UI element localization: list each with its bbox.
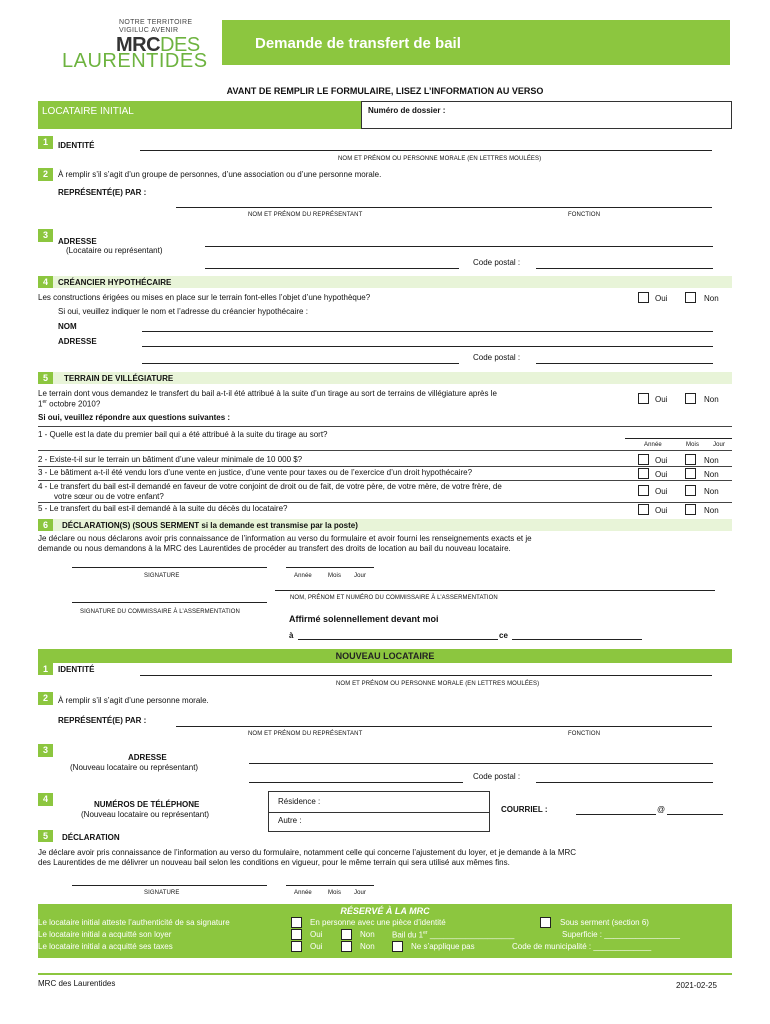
oui-label: Oui <box>655 294 668 303</box>
question-1: 1 - Quelle est la date du premier bail qui a été attribué à la suite du tirage au sort? <box>38 430 328 439</box>
footer-rule <box>38 973 732 975</box>
page-title: Demande de transfert de bail <box>255 35 461 52</box>
adresse-line-1[interactable] <box>205 246 713 247</box>
checkbox-taxes-oui[interactable] <box>291 941 302 952</box>
checkbox-loyer-oui[interactable] <box>291 929 302 940</box>
non-label: Non <box>704 395 719 404</box>
opt-non: Non <box>360 930 375 939</box>
represente-line[interactable] <box>176 207 712 208</box>
nouveau-identite-line[interactable] <box>140 675 712 676</box>
affirme-label: Affirmé solennellement devant moi <box>289 614 439 624</box>
identite-caption: NOM ET PRÉNOM OU PERSONNE MORALE (EN LETTRES MOULÉES) <box>338 156 542 162</box>
checkbox-oui[interactable] <box>638 485 649 496</box>
checkbox-napplique[interactable] <box>392 941 403 952</box>
date-line[interactable] <box>286 567 374 568</box>
opt-oui: Oui <box>310 930 323 939</box>
courriel-line-user[interactable] <box>576 814 656 815</box>
section-number: 1 <box>38 136 53 149</box>
postal-label: Code postal : <box>473 258 521 267</box>
affirme-a-label: à <box>289 631 294 640</box>
postal-label: Code postal : <box>473 353 521 362</box>
opt-sous-serment: Sous serment (section 6) <box>560 918 649 927</box>
commissaire-name-line[interactable] <box>275 590 715 591</box>
courriel-line-domain[interactable] <box>667 814 723 815</box>
affirme-ce-label: ce <box>499 631 508 640</box>
superficie-line[interactable]: _________________ <box>604 930 680 939</box>
opt-non: Non <box>360 942 375 951</box>
telephone-box[interactable] <box>268 791 490 832</box>
code-muni-label: Code de municipalité : _____________ <box>512 942 652 951</box>
question-4-line1: 4 - Le transfert du bail est-il demandé en faveur de votre conjoint de droit ou de fait, de votre père, de votre mère, de votre frère, de <box>38 482 502 491</box>
oui-label: Oui <box>655 487 668 496</box>
mois-caption: Mois <box>686 442 700 448</box>
question-4-line2: votre sœur ou de votre enfant? <box>54 492 164 501</box>
mois-caption: Mois <box>328 573 342 579</box>
checkbox-loyer-non[interactable] <box>341 929 352 940</box>
non-label: Non <box>704 487 719 496</box>
adresse-subtitle: (Locataire ou représentant) <box>66 246 163 255</box>
opt-oui: Oui <box>310 942 323 951</box>
reserve-row2: Le locataire initial a acquitté son loyer <box>38 930 172 939</box>
autre-label: Autre : <box>278 816 302 825</box>
villegiature-ifyes: Si oui, veuillez répondre aux questions suivantes : <box>38 413 231 422</box>
section-title: NOUVEAU LOCATAIRE <box>335 651 435 661</box>
identite-line[interactable] <box>140 150 712 151</box>
checkbox-non[interactable] <box>685 292 696 303</box>
annee-caption: Année <box>294 890 312 896</box>
courriel-label: COURRIEL : <box>501 805 548 814</box>
section-number: 4 <box>38 276 53 288</box>
identite-title: IDENTITÉ <box>58 665 95 674</box>
declaration-text-line1: Je déclare avoir pris connaissance de l’information au verso du formulaire, notamment celle qui concerne l’ajustement du loyer, et je demande à la MRC <box>38 848 577 857</box>
declaration-title: DÉCLARATION(S) (SOUS SERMENT si la demande est transmise par la poste) <box>62 521 358 530</box>
question-2: 2 - Existe-t-il sur le terrain un bâtiment d’une valeur minimale de 10 000 $? <box>38 455 303 464</box>
checkbox-sous-serment[interactable] <box>540 917 551 928</box>
creancier-title: CRÉANCIER HYPOTHÉCAIRE <box>58 278 172 287</box>
checkbox-oui[interactable] <box>638 393 649 404</box>
section-number: 5 <box>38 830 53 842</box>
section2-text: À remplir s’il s’agit d’une personne morale. <box>58 696 209 705</box>
section-header-locataire-initial <box>38 101 361 129</box>
nouveau-represente-line[interactable] <box>176 726 712 727</box>
affirme-lieu-line[interactable] <box>298 639 498 640</box>
nouveau-signature-line[interactable] <box>72 885 267 886</box>
represente-label: REPRÉSENTÉ(E) PAR : <box>58 716 147 725</box>
checkbox-oui[interactable] <box>638 504 649 515</box>
oui-label: Oui <box>655 506 668 515</box>
annee-caption: Année <box>644 442 662 448</box>
checkbox-non[interactable] <box>685 393 696 404</box>
identite-caption: NOM ET PRÉNOM OU PERSONNE MORALE (EN LETTRES MOULÉES) <box>336 681 540 687</box>
non-label: Non <box>704 456 719 465</box>
jour-caption: Jour <box>354 573 367 579</box>
checkbox-oui[interactable] <box>638 468 649 479</box>
checkbox-non[interactable] <box>685 454 696 465</box>
bail-label: Bail du 1er ___________________ <box>392 930 515 940</box>
nouveau-date-line[interactable] <box>286 885 374 886</box>
mois-caption: Mois <box>328 890 342 896</box>
code-muni-line[interactable]: _____________ <box>593 942 652 951</box>
section-header-nouveau-locataire <box>38 649 732 663</box>
commissaire-signature-caption: SIGNATURE DU COMMISSAIRE À L’ASSERMENTATION <box>80 609 240 615</box>
creancier-adresse-line-2[interactable] <box>142 363 459 364</box>
non-label: Non <box>704 294 719 303</box>
oui-label: Oui <box>655 470 668 479</box>
section-number: 2 <box>38 692 53 705</box>
residence-label: Résidence : <box>278 797 321 806</box>
checkbox-non[interactable] <box>685 468 696 479</box>
signature-caption: SIGNATURE <box>144 890 180 896</box>
adresse-title: ADRESSE <box>58 237 97 246</box>
checkbox-oui[interactable] <box>638 292 649 303</box>
declaration-text-line1: Je déclare ou nous déclarons avoir pris connaissance de l’information au verso du formulaire et avoir fourni les renseignements exacts et je <box>38 534 532 543</box>
creancier-question: Les constructions érigées ou mises en place sur le terrain font-elles l’objet d’une hypothèque? <box>38 293 371 302</box>
section-number: 3 <box>38 229 53 242</box>
affirme-date-line[interactable] <box>512 639 642 640</box>
telephone-title: NUMÉROS DE TÉLÉPHONE <box>94 800 200 809</box>
question-3: 3 - Le bâtiment a-t-il été vendu lors d’une vente en justice, d’une vente pour taxes ou de l’exercice d’un droit hypothécaire? <box>38 468 473 477</box>
identite-title: IDENTITÉ <box>58 141 95 150</box>
tagline-line2: VIGILUC AVENIR <box>119 27 179 34</box>
footer-org: MRC des Laurentides <box>38 979 116 988</box>
creancier-adresse-line[interactable] <box>142 346 713 347</box>
creancier-nom-line[interactable] <box>142 331 713 332</box>
non-label: Non <box>704 506 719 515</box>
creancier-postal-line[interactable] <box>536 363 713 364</box>
checkbox-non[interactable] <box>685 485 696 496</box>
dossier-label: Numéro de dossier : <box>368 106 446 115</box>
declaration-title: DÉCLARATION <box>62 833 120 842</box>
oui-label: Oui <box>655 395 668 404</box>
logo-laurentides: LAURENTIDES <box>62 50 208 72</box>
jour-caption: Jour <box>354 890 367 896</box>
represente-name-caption: NOM ET PRÉNOM DU REPRÉSENTANT <box>248 212 363 218</box>
creancier-ifyes: Si oui, veuillez indiquer le nom et l’adresse du créancier hypothécaire : <box>58 307 308 316</box>
declaration-text-line2: demande ou nous demandons à la MRC des Laurentides de procéder au transfert des droits de location au bail du nouveau locataire. <box>38 544 511 553</box>
footer-date: 2021-02-25 <box>676 981 717 990</box>
signature-caption: SIGNATURE <box>144 573 180 579</box>
signature-line[interactable] <box>72 567 267 568</box>
creancier-nom-label: NOM <box>58 322 77 331</box>
checkbox-non[interactable] <box>685 504 696 515</box>
bail-line[interactable]: ___________________ <box>429 930 515 940</box>
instructions: AVANT DE REMPLIR LE FORMULAIRE, LISEZ L’INFORMATION AU VERSO <box>226 86 544 96</box>
declaration-text-line2: des Laurentides de me délivrer un nouveau bail selon les conditions en vigueur, pour le même terrain qui sera utilisé aux mêmes fins. <box>38 858 510 867</box>
checkbox-taxes-non[interactable] <box>341 941 352 952</box>
creancier-adresse-label: ADRESSE <box>58 337 97 346</box>
villegiature-title: TERRAIN DE VILLÉGIATURE <box>64 374 174 383</box>
commissaire-signature-line[interactable] <box>72 602 267 603</box>
reserve-row1: Le locataire initial atteste l’authenticité de sa signature <box>38 918 230 927</box>
section-number: 3 <box>38 744 53 757</box>
villegiature-question-line2: 1er octobre 2010? <box>38 399 101 409</box>
title-banner <box>222 20 730 65</box>
postal-label: Code postal : <box>473 772 521 781</box>
section-number: 1 <box>38 663 53 675</box>
opt-napplique: Ne s’applique pas <box>411 942 475 951</box>
section-title: LOCATAIRE INITIAL <box>42 106 134 117</box>
adresse-line-2[interactable] <box>205 268 459 269</box>
section-number: 5 <box>38 372 53 384</box>
adresse-title: ADRESSE <box>128 753 167 762</box>
checkbox-oui[interactable] <box>638 454 649 465</box>
nouveau-adresse-line-2[interactable] <box>249 782 463 783</box>
oui-label: Oui <box>655 456 668 465</box>
courriel-at: @ <box>657 805 666 814</box>
section-number: 2 <box>38 168 53 181</box>
represente-function-caption: FONCTION <box>568 212 601 218</box>
represente-function-caption: FONCTION <box>568 731 601 737</box>
represente-label: REPRÉSENTÉ(E) PAR : <box>58 188 147 197</box>
logo-des: DES <box>160 34 200 56</box>
commissaire-caption: NOM, PRÉNOM ET NUMÉRO DU COMMISSAIRE À L’ASSERMENTATION <box>290 595 498 601</box>
reserve-row3: Le locataire initial a acquitté ses taxes <box>38 942 173 951</box>
opt-personne: En personne avec une pièce d’identité <box>310 918 446 927</box>
q1-date-line[interactable] <box>625 438 732 439</box>
reserve-title: RÉSERVÉ À LA MRC <box>340 906 430 916</box>
dossier-box[interactable] <box>361 101 732 129</box>
section-number: 6 <box>38 519 53 531</box>
postal-line[interactable] <box>536 268 713 269</box>
tagline-line1: NOTRE TERRITOIRE <box>119 19 193 26</box>
section2-text: À remplir s’il s’agit d’un groupe de personnes, d’une association ou d’une personne morale. <box>58 170 382 179</box>
non-label: Non <box>704 470 719 479</box>
section-number: 4 <box>38 793 53 806</box>
telephone-subtitle: (Nouveau locataire ou représentant) <box>81 810 210 819</box>
nouveau-postal-line[interactable] <box>536 782 713 783</box>
logo-mrc: MRC <box>116 34 161 56</box>
nouveau-adresse-line-1[interactable] <box>249 763 713 764</box>
jour-caption: Jour <box>713 442 726 448</box>
question-5: 5 - Le transfert du bail est-il demandé à la suite du décès du locataire? <box>38 504 288 513</box>
represente-name-caption: NOM ET PRÉNOM DU REPRÉSENTANT <box>248 731 363 737</box>
annee-caption: Année <box>294 573 312 579</box>
checkbox-personne[interactable] <box>291 917 302 928</box>
superficie-label: Superficie : _________________ <box>562 930 680 939</box>
villegiature-question-line1: Le terrain dont vous demandez le transfert du bail a-t-il été attribué à la suite d’un tirage au sort de terrains de villégiature après le <box>38 389 497 398</box>
adresse-subtitle: (Nouveau locataire ou représentant) <box>70 763 199 772</box>
